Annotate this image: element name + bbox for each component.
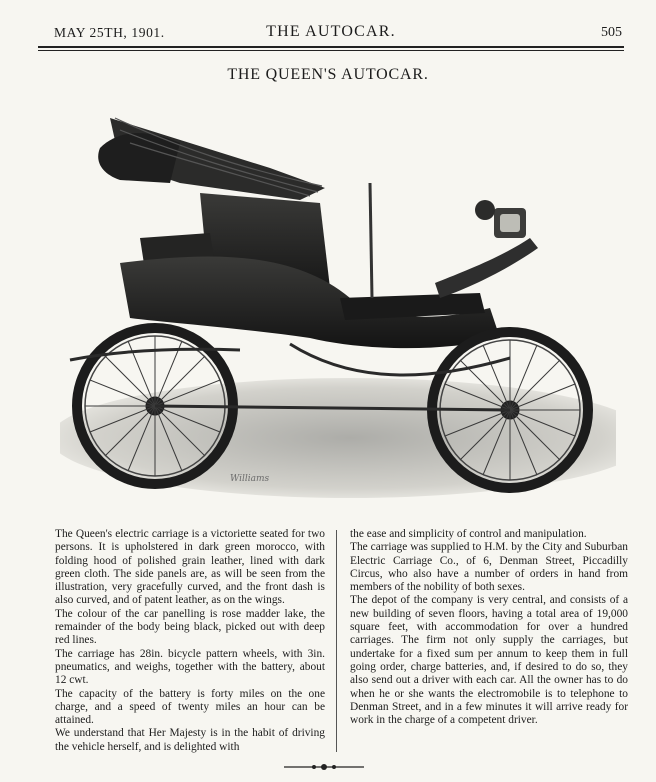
paragraph: The carriage was supplied to H.M. by the City and Suburban Electric Carriage Co., of 6, Denman Street, Piccadilly Circus, who also have a number of orders in hand from members of the nobility of both sexes. [350, 541, 628, 594]
paragraph: The carriage has 28in. bicycle pattern wheels, with 3in. pneumatics, and weighs, together with the battery, about 12 cwt. [55, 647, 325, 687]
issue-date: MAY 25TH, 1901. [54, 25, 165, 40]
page-number: 505 [601, 25, 622, 40]
end-ornament [284, 762, 364, 772]
front-dash [435, 238, 538, 298]
header-rule-thin [38, 50, 624, 51]
paragraph: The Queen's electric carriage is a victoriette seated for two persons. It is upholstered in dark green morocco, with folding hood of polished grain leather, lined with dark green cloth. The side panels are, as will be seen from the illustration, very gracefully curved, and the front dash is also curved, and of patent leather, as on the wings. [55, 528, 325, 607]
artist-signature: Williams [230, 474, 270, 484]
text-column-left [55, 528, 325, 754]
text-column-right [350, 528, 628, 727]
publication-title: THE AUTOCAR. [266, 23, 396, 40]
column-divider [336, 530, 337, 752]
paragraph: The depot of the company is very central, and consists of a new building of seven floors, having a total area of 19,000 square feet, with accommodation for over a hundred carriages. The firm not only supply the carriages, but undertake for a fixed sum per annum to keep them in full going order, charge batteries, and, if desired to do so, they also send out a driver with each car. All the owner has to do when he or she wants the electromobile is to telephone to Denman Street, and in a few minutes it will arrive ready for work in the charge of a competent driver. [350, 594, 628, 727]
headlamp [475, 200, 526, 238]
header-rule-thick [38, 46, 624, 48]
steering-tiller [370, 183, 372, 298]
paragraph: We understand that Her Majesty is in the habit of driving the vehicle herself, and is delighted with [55, 727, 325, 753]
carriage-illustration [60, 88, 616, 500]
carriage-photo [60, 88, 616, 500]
paragraph: The colour of the car panelling is rose madder lake, the remainder of the body being black, picked out with deep red lines. [55, 607, 325, 647]
page-header [38, 22, 624, 46]
paragraph: The capacity of the battery is forty miles on the one charge, and a speed of twenty miles an hour can be attained. [55, 687, 325, 727]
article-title: THE QUEEN'S AUTOCAR. [227, 66, 429, 83]
paragraph: the ease and simplicity of control and manipulation. [350, 528, 587, 540]
